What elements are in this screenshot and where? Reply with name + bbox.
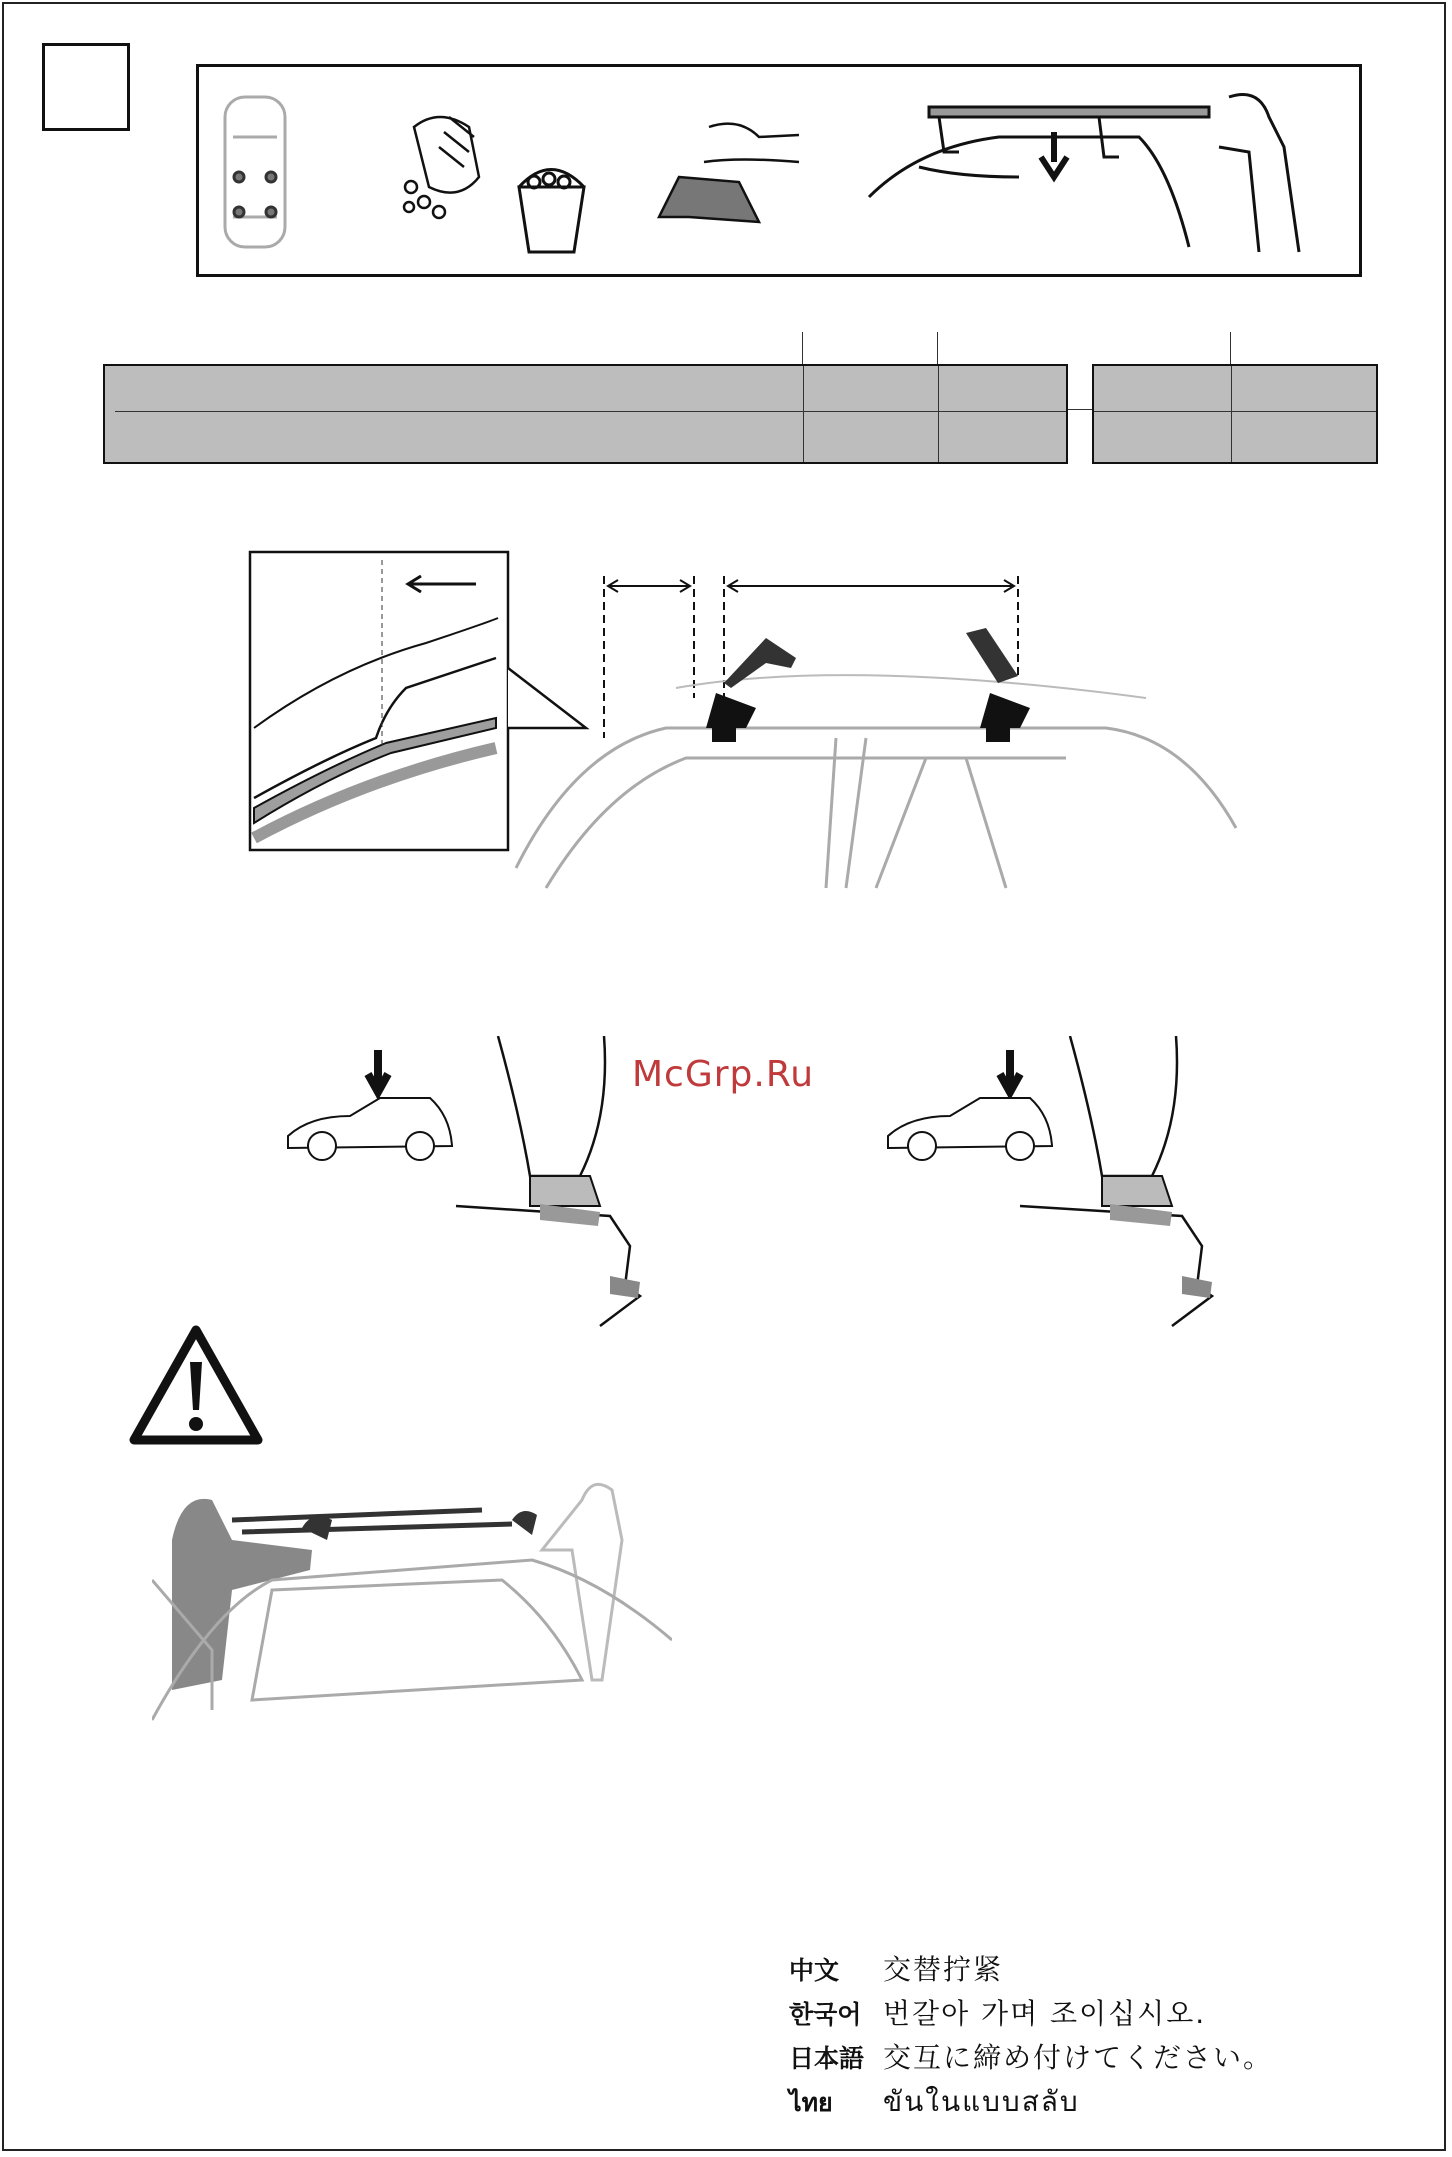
table-tick bbox=[1230, 332, 1231, 364]
table-row-divider bbox=[1094, 411, 1376, 412]
two-person-installation-illustration bbox=[152, 1480, 672, 1730]
language-name: 日本語 bbox=[789, 2044, 865, 2073]
table-tick bbox=[937, 332, 938, 364]
wash-hands-icon bbox=[404, 117, 479, 218]
table-tick bbox=[802, 332, 803, 364]
watermark: McGrp.Ru bbox=[632, 1054, 815, 1095]
fitting-detail-right bbox=[880, 1036, 1320, 1336]
table-connector bbox=[1068, 409, 1092, 410]
instruction-text: ขันในแบบสลับ bbox=[883, 2085, 1080, 2118]
instruction-text: 번갈아 가며 조이십시오. bbox=[883, 1997, 1207, 2030]
language-name: 한국어 bbox=[789, 2000, 862, 2029]
measurement-table-right bbox=[1092, 364, 1378, 464]
measurement-table-left bbox=[103, 364, 1068, 464]
alternate-tightening-instructions bbox=[789, 1948, 1273, 2124]
language-name: 中文 bbox=[789, 1956, 840, 1985]
instruction-text: 交替拧紧 bbox=[883, 1953, 1004, 1986]
language-row-japanese bbox=[789, 2036, 1273, 2080]
table-column-divider bbox=[803, 366, 804, 462]
preparation-panel bbox=[196, 64, 1362, 277]
step-number-box bbox=[42, 43, 130, 131]
warning-triangle-icon bbox=[128, 1324, 264, 1446]
language-row-korean bbox=[789, 1992, 1273, 2036]
bucket-icon bbox=[519, 170, 584, 253]
language-name: ไทย bbox=[789, 2088, 833, 2117]
foot-placement-illustration bbox=[246, 548, 1256, 898]
table-row-divider bbox=[115, 411, 1066, 412]
language-row-chinese bbox=[789, 1948, 1273, 1992]
install-roof-rack-icon bbox=[869, 95, 1299, 253]
instruction-text: 交互に締め付けてください。 bbox=[883, 2041, 1274, 2074]
language-row-thai bbox=[789, 2080, 1273, 2124]
car-top-view-icon bbox=[225, 97, 285, 247]
table-column-divider bbox=[1231, 366, 1232, 462]
table-column-divider bbox=[938, 366, 939, 462]
down-arrow-icon bbox=[368, 1050, 388, 1092]
down-arrow-icon bbox=[1000, 1050, 1020, 1092]
preparation-steps-illustration bbox=[199, 67, 1359, 274]
wipe-cloth-icon bbox=[659, 124, 799, 222]
